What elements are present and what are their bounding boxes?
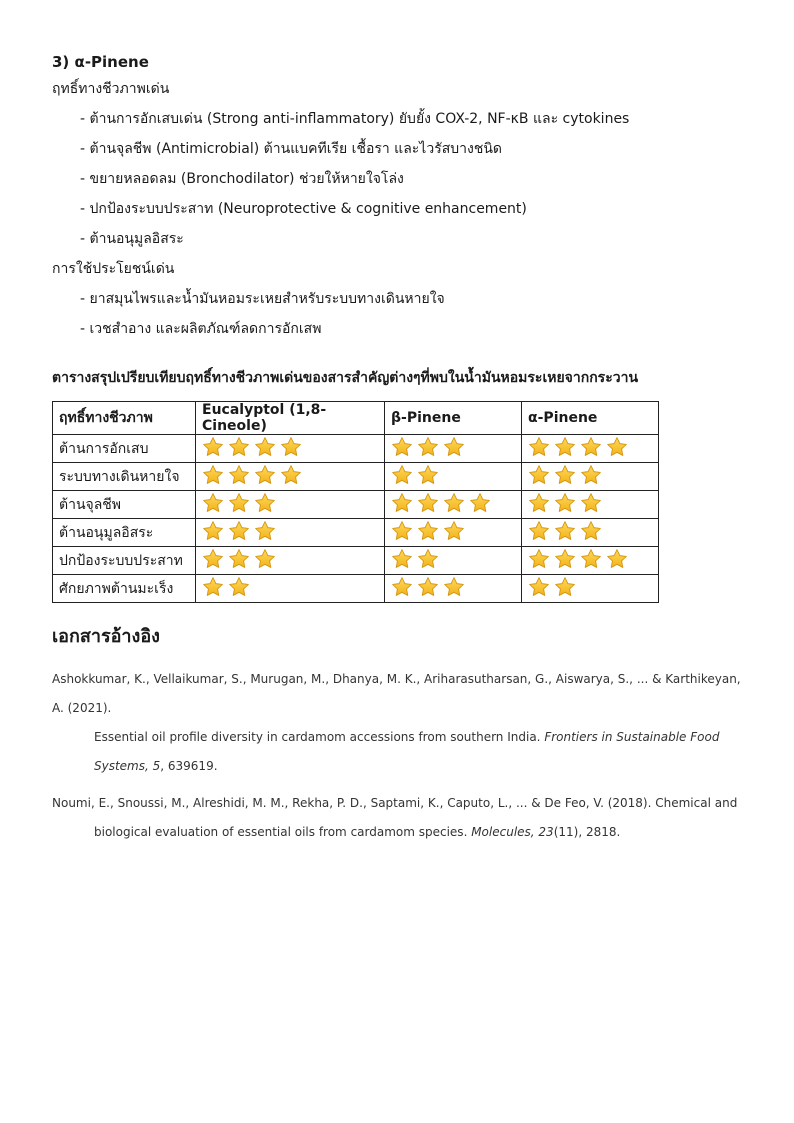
star-icon	[580, 436, 602, 458]
star-icon	[443, 520, 465, 542]
star-rating	[391, 576, 465, 598]
star-icon	[228, 464, 250, 486]
references-list	[52, 665, 742, 847]
star-icon	[606, 436, 628, 458]
star-rating	[202, 464, 302, 486]
star-icon	[528, 520, 550, 542]
star-icon	[254, 464, 276, 486]
star-icon	[202, 520, 224, 542]
star-icon	[580, 464, 602, 486]
star-icon	[528, 464, 550, 486]
reference-line1: Noumi, E., Snoussi, M., Alreshidi, M. M., Rekha, P. D., Saptami, K., Caputo, L., ... & De Feo, V. (2018). Chemical and	[52, 796, 738, 810]
row-label: ระบบทางเดินหายใจ	[53, 463, 196, 491]
star-icon	[528, 548, 550, 570]
star-icon	[228, 436, 250, 458]
row-label: ปกป้องระบบประสาท	[53, 547, 196, 575]
star-icon	[417, 436, 439, 458]
star-icon	[554, 520, 576, 542]
star-icon	[606, 548, 628, 570]
rating-cell-beta-pinene	[385, 519, 522, 547]
rating-cell-eucalyptol	[196, 463, 385, 491]
star-icon	[254, 492, 276, 514]
header-beta-pinene: β-Pinene	[385, 402, 522, 435]
star-icon	[528, 576, 550, 598]
section-title: 3) α-Pinene	[52, 53, 149, 71]
star-icon	[391, 436, 413, 458]
use-item: - เวชสำอาง และผลิตภัณฑ์ลดการอักเสพ	[80, 321, 322, 337]
star-rating	[528, 492, 602, 514]
star-rating	[202, 492, 276, 514]
star-icon	[228, 576, 250, 598]
rating-cell-alpha-pinene	[522, 519, 659, 547]
star-rating	[528, 520, 602, 542]
reference-pages: , 639619.	[160, 759, 218, 773]
star-icon	[202, 576, 224, 598]
star-icon	[280, 436, 302, 458]
star-icon	[202, 548, 224, 570]
rating-cell-eucalyptol	[196, 519, 385, 547]
star-icon	[228, 548, 250, 570]
row-label: ต้านการอักเสบ	[53, 435, 196, 463]
row-label: ศักยภาพต้านมะเร็ง	[53, 575, 196, 603]
star-rating	[202, 548, 276, 570]
reference-item	[52, 665, 742, 781]
table-row	[53, 463, 659, 491]
star-icon	[443, 436, 465, 458]
bio-activity-label: ฤทธิ์ทางชีวภาพเด่น	[52, 81, 170, 97]
reference-line2	[52, 818, 742, 847]
star-rating	[391, 492, 491, 514]
row-label: ต้านจุลชีพ	[53, 491, 196, 519]
reference-title-text: biological evaluation of essential oils from cardamom species.	[94, 825, 472, 839]
header-activity: ฤทธิ์ทางชีวภาพ	[53, 402, 196, 435]
star-icon	[202, 436, 224, 458]
document-page	[52, 50, 742, 847]
star-icon	[554, 492, 576, 514]
reference-title-text: Essential oil profile diversity in cardamom accessions from southern India.	[94, 730, 545, 744]
star-icon	[391, 492, 413, 514]
star-icon	[469, 492, 491, 514]
star-rating	[528, 464, 602, 486]
star-icon	[391, 548, 413, 570]
star-rating	[528, 576, 576, 598]
star-icon	[202, 464, 224, 486]
header-eucalyptol: Eucalyptol (1,8-Cineole)	[196, 402, 385, 435]
star-icon	[443, 576, 465, 598]
rating-cell-eucalyptol	[196, 547, 385, 575]
star-icon	[554, 464, 576, 486]
reference-pages: (11), 2818.	[553, 825, 621, 839]
star-rating	[391, 464, 439, 486]
rating-cell-beta-pinene	[385, 435, 522, 463]
rating-cell-alpha-pinene	[522, 491, 659, 519]
star-icon	[417, 548, 439, 570]
rating-cell-alpha-pinene	[522, 575, 659, 603]
rating-cell-alpha-pinene	[522, 547, 659, 575]
bio-item: - ขยายหลอดลม (Bronchodilator) ช่วยให้หายใจโล่ง	[80, 171, 404, 187]
star-icon	[254, 436, 276, 458]
star-icon	[417, 576, 439, 598]
references-title: เอกสารอ้างอิง	[52, 626, 160, 647]
star-icon	[391, 464, 413, 486]
star-icon	[202, 492, 224, 514]
use-label: การใช้ประโยชน์เด่น	[52, 261, 175, 277]
star-icon	[280, 464, 302, 486]
star-icon	[417, 492, 439, 514]
table-body	[53, 435, 659, 603]
header-alpha-pinene: α-Pinene	[522, 402, 659, 435]
star-rating	[391, 436, 465, 458]
star-icon	[254, 548, 276, 570]
star-rating	[528, 548, 628, 570]
rating-cell-alpha-pinene	[522, 463, 659, 491]
star-icon	[228, 520, 250, 542]
star-icon	[391, 520, 413, 542]
star-icon	[417, 520, 439, 542]
rating-cell-beta-pinene	[385, 547, 522, 575]
star-icon	[254, 520, 276, 542]
reference-item	[52, 789, 742, 847]
star-rating	[202, 576, 250, 598]
star-rating	[528, 436, 628, 458]
rating-cell-eucalyptol	[196, 491, 385, 519]
reference-journal: Frontiers in Sustainable Food Systems, 5	[94, 730, 720, 773]
rating-cell-beta-pinene	[385, 575, 522, 603]
table-caption: ตารางสรุปเปรียบเทียบฤทธิ์ทางชีวภาพเด่นของสารสำคัญต่างๆที่พบในน้ำมันหอมระเหยจากกระวาน	[52, 370, 639, 386]
star-icon	[228, 492, 250, 514]
table-header-row	[53, 402, 659, 435]
table-row	[53, 519, 659, 547]
star-icon	[528, 492, 550, 514]
star-rating	[391, 548, 439, 570]
star-icon	[391, 576, 413, 598]
rating-cell-beta-pinene	[385, 463, 522, 491]
row-label: ต้านอนุมูลอิสระ	[53, 519, 196, 547]
reference-journal: Molecules, 23	[471, 825, 554, 839]
reference-line1: Ashokkumar, K., Vellaikumar, S., Murugan, M., Dhanya, M. K., Ariharasutharsan, G., Aiswarya, S., ... & Karthikeyan, A. (2021).	[52, 672, 741, 715]
star-rating	[202, 520, 276, 542]
star-icon	[554, 576, 576, 598]
star-icon	[580, 548, 602, 570]
star-icon	[554, 436, 576, 458]
star-icon	[528, 436, 550, 458]
bio-item: - ต้านการอักเสบเด่น (Strong anti-inflammatory) ยับยั้ง COX-2, NF-κB และ cytokines	[80, 111, 630, 127]
star-icon	[554, 548, 576, 570]
star-icon	[580, 520, 602, 542]
rating-cell-alpha-pinene	[522, 435, 659, 463]
star-rating	[391, 520, 465, 542]
table-row	[53, 547, 659, 575]
reference-line2	[52, 723, 742, 781]
rating-cell-eucalyptol	[196, 575, 385, 603]
bio-item: - ต้านอนุมูลอิสระ	[80, 231, 184, 247]
star-icon	[443, 492, 465, 514]
rating-cell-beta-pinene	[385, 491, 522, 519]
bio-item: - ปกป้องระบบประสาท (Neuroprotective & cognitive enhancement)	[80, 201, 527, 217]
star-icon	[580, 492, 602, 514]
comparison-table	[52, 401, 659, 603]
table-row	[53, 575, 659, 603]
rating-cell-eucalyptol	[196, 435, 385, 463]
table-row	[53, 435, 659, 463]
star-rating	[202, 436, 302, 458]
use-item: - ยาสมุนไพรและน้ำมันหอมระเหยสำหรับระบบทางเดินหายใจ	[80, 291, 445, 307]
bio-item: - ต้านจุลชีพ (Antimicrobial) ต้านแบคทีเรีย เชื้อรา และไวรัสบางชนิด	[80, 141, 503, 157]
table-row	[53, 491, 659, 519]
star-icon	[417, 464, 439, 486]
